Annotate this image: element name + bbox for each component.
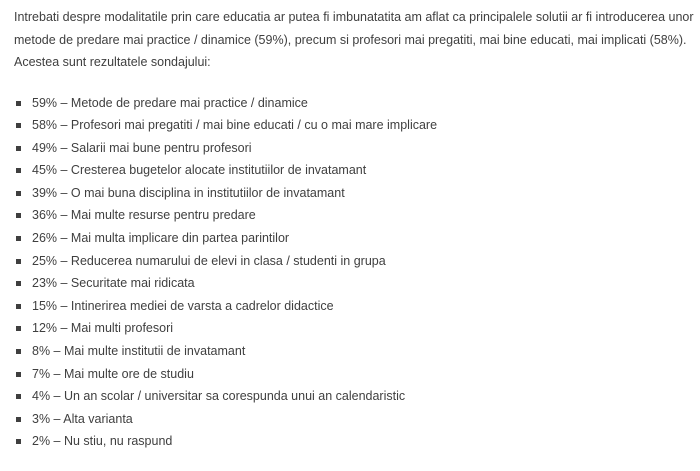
list-item xyxy=(14,340,700,363)
square-bullet-icon xyxy=(16,146,21,151)
list-item-text: 45% – Cresterea bugetelor alocate institutiilor de invatamant xyxy=(32,163,367,178)
list-item xyxy=(14,92,700,115)
list-item xyxy=(14,385,700,408)
square-bullet-icon xyxy=(16,191,21,196)
square-bullet-icon xyxy=(16,281,21,286)
list-item xyxy=(14,182,700,205)
list-item-text: 12% – Mai multi profesori xyxy=(32,321,174,336)
list-item xyxy=(14,250,700,273)
list-item-text: 8% – Mai multe institutii de invatamant xyxy=(32,344,246,359)
square-bullet-icon xyxy=(16,123,21,128)
square-bullet-icon xyxy=(16,394,21,399)
list-item-text: 15% – Intinerirea mediei de varsta a cadrelor didactice xyxy=(32,298,334,313)
list-item-text: 26% – Mai multa implicare din partea parintilor xyxy=(32,231,290,246)
list-item xyxy=(14,114,700,137)
square-bullet-icon xyxy=(16,372,21,377)
survey-results-list xyxy=(14,92,700,454)
intro-paragraph: Intrebati despre modalitatile prin care educatia ar putea fi imbunatatita am aflat ca principalele solutii ar fi introducerea unor metode de predare mai practice / dinamice (59%), precum si profesori mai pregatiti, mai bine educati, mai implicati (58%). Acestea sunt rezultatele sondajului: xyxy=(14,10,694,69)
list-item-text: 49% – Salarii mai bune pentru profesori xyxy=(32,140,252,155)
list-item xyxy=(14,227,700,250)
square-bullet-icon xyxy=(16,417,21,422)
list-item-text: 58% – Profesori mai pregatiti / mai bine educati / cu o mai mare implicare xyxy=(32,118,438,133)
list-item-text: 39% – O mai buna disciplina in institutiilor de invatamant xyxy=(32,185,345,200)
list-item xyxy=(14,363,700,386)
square-bullet-icon xyxy=(16,213,21,218)
list-item xyxy=(14,204,700,227)
square-bullet-icon xyxy=(16,101,21,106)
square-bullet-icon xyxy=(16,326,21,331)
list-item xyxy=(14,408,700,431)
list-item-text: 7% – Mai multe ore de studiu xyxy=(32,366,194,381)
list-item xyxy=(14,317,700,340)
list-item-text: 4% – Un an scolar / universitar sa corespunda unui an calendaristic xyxy=(32,389,406,404)
list-item-text: 23% – Securitate mai ridicata xyxy=(32,276,195,291)
square-bullet-icon xyxy=(16,259,21,264)
list-item xyxy=(14,137,700,160)
square-bullet-icon xyxy=(16,439,21,444)
list-item xyxy=(14,295,700,318)
list-item xyxy=(14,430,700,453)
square-bullet-icon xyxy=(16,349,21,354)
list-item-text: 59% – Metode de predare mai practice / dinamice xyxy=(32,95,308,110)
square-bullet-icon xyxy=(16,236,21,241)
list-item-text: 2% – Nu stiu, nu raspund xyxy=(32,434,173,449)
square-bullet-icon xyxy=(16,304,21,309)
list-item xyxy=(14,159,700,182)
list-item-text: 3% – Alta varianta xyxy=(32,411,133,426)
list-item xyxy=(14,272,700,295)
square-bullet-icon xyxy=(16,168,21,173)
list-item-text: 25% – Reducerea numarului de elevi in clasa / studenti in grupa xyxy=(32,253,386,268)
list-item-text: 36% – Mai multe resurse pentru predare xyxy=(32,208,256,223)
